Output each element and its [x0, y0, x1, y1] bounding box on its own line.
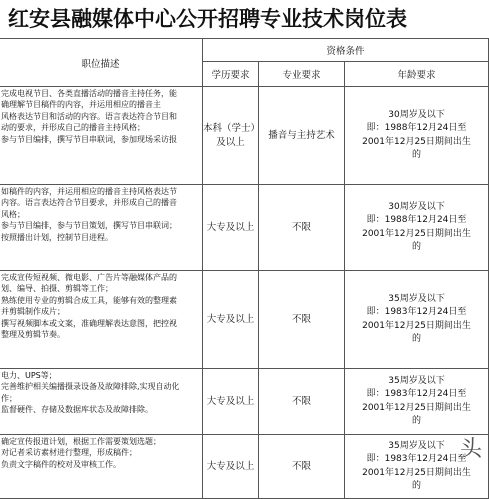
- age-line: 的: [412, 242, 422, 252]
- duty-line: 完成宣传短视频、微电影、广告片等融媒体产品的: [1, 273, 177, 282]
- duty-line: 风格表达节目和活动的内容。语言表达符合节目和: [1, 111, 177, 121]
- age-cell: [345, 185, 489, 271]
- qualifications-header: 资格条件: [203, 39, 489, 62]
- age-cell: [345, 369, 489, 435]
- table-row: [0, 185, 489, 271]
- age-line: 2001年12月25日期间出生: [362, 467, 471, 478]
- duty-line: 参与节目编排，撰写节目串联词，参加现场采访报: [1, 134, 177, 144]
- duty-line: 划、编导、拍摄、剪辑等工作；: [1, 284, 113, 294]
- watermark: 头: [459, 437, 482, 462]
- education-cell: [203, 271, 259, 369]
- education-line: 大专及以上: [206, 221, 255, 233]
- duty-cell: [0, 271, 203, 369]
- education-cell: [203, 185, 259, 271]
- duty-cell: [0, 87, 203, 185]
- duty-line: 负责文字稿件的校对及审核工作。: [1, 459, 121, 469]
- age-line: 即：1983年12月24日至: [366, 454, 467, 464]
- education-cell: [203, 369, 259, 435]
- duty-line: 如稿件的内容，并运用相应的播音主持风格表达节: [1, 187, 177, 196]
- duty-header: 职位描述: [0, 39, 203, 87]
- header-row-main: [0, 39, 489, 62]
- duty-line: 内容。语言表达符合节目要求，并形成自己的播音: [1, 198, 177, 208]
- major-header: 专业要求: [259, 62, 345, 87]
- duty-line: 并剪辑制作成片；: [1, 307, 65, 317]
- duty-line: 作；: [1, 393, 17, 403]
- education-line: 大专及以上: [206, 460, 255, 472]
- age-cell: [345, 271, 489, 369]
- table-row: [0, 435, 489, 499]
- duty-cell: [0, 369, 203, 435]
- education-cell: [203, 87, 259, 185]
- age-line: 即：1988年12月24日至: [366, 215, 467, 225]
- age-line: 30周岁及以下: [388, 109, 445, 120]
- duty-line: 电力、UPS等；: [1, 371, 57, 380]
- major-cell: 播音与主持艺术: [259, 87, 345, 185]
- duty-line: 风格；: [1, 209, 25, 219]
- major-cell: 不限: [259, 369, 345, 435]
- table-row: [0, 369, 489, 435]
- positions-body: [0, 87, 489, 499]
- age-line: 即：1983年12月24日至: [366, 307, 467, 317]
- age-line: 35周岁及以下: [388, 293, 445, 304]
- positions-table: [0, 38, 489, 499]
- page-title: 红安县融媒体中心公开招聘专业技术岗位表: [8, 7, 407, 31]
- duty-line: 对记者采访素材进行整理，形成稿件；: [1, 448, 137, 458]
- duty-line: 参与节目编排，参与节目策划，撰写节目串联词；: [1, 221, 177, 231]
- duty-line: 完善维护相关编播摄录设备及故障排除,实现自动化: [1, 382, 180, 392]
- education-cell: [203, 435, 259, 499]
- age-line: 30周岁及以下: [388, 201, 445, 212]
- age-line: 35周岁及以下: [388, 375, 445, 386]
- age-line: 35周岁及以下: [388, 440, 445, 451]
- education-line: 大专及以上: [206, 313, 255, 325]
- age-line: 的: [412, 150, 422, 160]
- duty-line: 撰写视频脚本或文案，准确理解表达意图，把控视: [1, 318, 177, 328]
- age-line: 2001年12月25日期间出生: [362, 136, 471, 147]
- age-cell: [345, 87, 489, 185]
- major-cell: 不限: [259, 185, 345, 271]
- major-cell: 不限: [259, 435, 345, 499]
- duty-line: 监督硬件、存储及数据库状态及故障排除。: [1, 405, 153, 415]
- age-line: 的: [412, 416, 422, 426]
- table-row: [0, 271, 489, 369]
- duty-line: 熟练使用专业的剪辑合成工具，能够有效的整理素: [1, 295, 177, 305]
- duty-cell: [0, 435, 203, 499]
- major-cell: 不限: [259, 271, 345, 369]
- education-line: 及以上: [216, 136, 245, 148]
- age-line: 的: [412, 334, 422, 344]
- duty-line: 确理解节目稿件的内容，并运用相应的播音主: [1, 100, 161, 110]
- duty-line: 整理及剪辑节奏。: [1, 330, 65, 340]
- education-header: 学历要求: [203, 62, 259, 87]
- education-line: 大专及以上: [206, 395, 255, 407]
- age-line: 即：1988年12月24日至: [366, 123, 467, 133]
- table-row: [0, 87, 489, 185]
- age-header: 年龄要求: [345, 62, 489, 87]
- education-line: 本科（学士）: [203, 122, 261, 134]
- age-line: 即：1983年12月24日至: [366, 389, 467, 399]
- age-line: 2001年12月25日期间出生: [362, 402, 471, 413]
- age-line: 的: [412, 481, 422, 491]
- age-line: 2001年12月25日期间出生: [362, 320, 471, 331]
- duty-line: 完成电视节目、各类直播活动的播音主持任务，能: [1, 89, 177, 98]
- duty-line: 动的要求，并形成自己的播音主持风格；: [1, 123, 145, 133]
- duty-line: 确定宣传报道计划，根据工作需要策划选题；: [1, 437, 161, 446]
- duty-line: 按照播出计划，控制节目进程。: [1, 232, 113, 242]
- duty-cell: [0, 185, 203, 271]
- age-line: 2001年12月25日期间出生: [362, 228, 471, 239]
